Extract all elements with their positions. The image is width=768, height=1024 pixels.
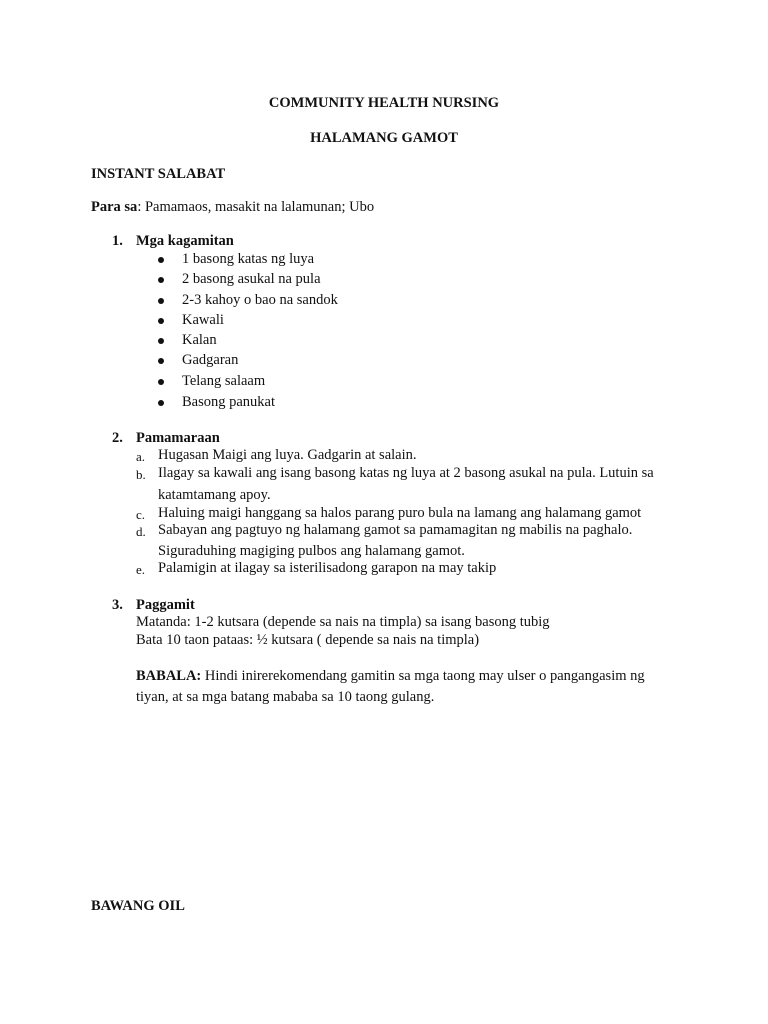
- usage-adult-dose: Matanda: 1-2 kutsara (depende sa nais na timpla) sa isang basong tubig: [136, 614, 550, 630]
- step-text: Palamigin at ilagay sa isterilisadong garapon na may takip: [158, 560, 497, 576]
- step-text: Ilagay sa kawali ang isang basong katas ng luya at 2 basong asukal na pula. Lutuin sa: [158, 465, 654, 481]
- procedure-number: 2.: [112, 430, 123, 446]
- step-text-continued: Siguraduhing magiging pulbos ang halamang gamot.: [158, 543, 465, 559]
- section-heading-bawang-oil: BAWANG OIL: [91, 898, 185, 914]
- materials-title: Mga kagamitan: [136, 233, 234, 249]
- document-page: COMMUNITY HEALTH NURSING HALAMANG GAMOT INSTANT SALABAT Para sa: Pamamaos, masakit na lalamunan; Ubo 1. Mga kagamitan 1 basong katas ng luya 2 basong asukal na pula 2-3 kahoy o bao na sandok Kawali Kalan Gadgaran Telang salaam Basong panukat 2. Pamamaraan a. Hugasan Maigi ang luya. Gadgarin at salain. b. Ilagay sa kawali ang isang basong katas ng luya at 2 basong asukal na pula. Lutuin sa katamtamang apoy. c. Haluing maigi hanggang sa halos parang puro bula na lamang ang halamang gamot d. Sabayan ang pagtuyo ng halamang gamot sa pamamagitan ng mabilis na paghalo. Siguraduhing magiging pulbos ang halamang gamot. e. Palamigin at ilagay sa isterilisadong garapon na may takip 3. Paggamit Matanda: 1-2 kutsara (depende sa nais na timpla) sa isang basong tubig Bata 10 taon pataas: ½ kutsara ( depende sa nais na timpla) BABALA: Hindi inirerekomendang gamitin sa mga taong may ulser o pangangasim ng tiyan, at sa mga batang mababa sa 10 taong gulang. BAWANG OIL: [0, 0, 768, 1024]
- section-heading-instant-salabat: INSTANT SALABAT: [91, 166, 226, 182]
- step-text: Sabayan ang pagtuyo ng halamang gamot sa pamamagitan ng mabilis na paghalo.: [158, 522, 633, 538]
- bullet-icon: [158, 379, 164, 385]
- warning-text-continued: tiyan, at sa mga batang mababa sa 10 taong gulang.: [136, 689, 435, 705]
- bullet-icon: [158, 298, 164, 304]
- bullet-icon: [158, 257, 164, 263]
- purpose-text: : Pamamaos, masakit na lalamunan; Ubo: [137, 199, 375, 215]
- step-text: Haluing maigi hanggang sa halos parang puro bula na lamang ang halamang gamot: [158, 505, 642, 521]
- warning-label: BABALA:: [136, 668, 202, 684]
- purpose-line: [91, 199, 374, 216]
- document-title: COMMUNITY HEALTH NURSING: [268, 95, 500, 111]
- purpose-label: Para sa: [91, 199, 138, 215]
- document-subtitle: HALAMANG GAMOT: [310, 130, 458, 146]
- warning-text: Hindi inirerekomendang gamitin sa mga taong may ulser o pangangasim ng: [201, 668, 645, 684]
- step-letter: b.: [136, 467, 146, 482]
- step-text: Hugasan Maigi ang luya. Gadgarin at salain.: [158, 447, 417, 463]
- usage-title: Paggamit: [136, 597, 195, 613]
- bullet-icon: [158, 338, 164, 344]
- step-text-continued: katamtamang apoy.: [158, 487, 271, 503]
- bullet-icon: [158, 400, 164, 406]
- bullet-icon: [158, 358, 164, 364]
- usage-number: 3.: [112, 597, 123, 613]
- materials-number: 1.: [112, 233, 123, 249]
- warning-line: [136, 668, 645, 685]
- bullet-icon: [158, 318, 164, 324]
- bullet-icon: [158, 277, 164, 283]
- step-letter: e.: [136, 562, 146, 577]
- step-letter: a.: [136, 449, 146, 464]
- usage-child-dose: Bata 10 taon pataas: ½ kutsara ( depende sa nais na timpla): [136, 632, 480, 648]
- step-letter: d.: [136, 524, 146, 539]
- procedure-title: Pamamaraan: [136, 430, 220, 446]
- step-letter: c.: [136, 507, 146, 522]
